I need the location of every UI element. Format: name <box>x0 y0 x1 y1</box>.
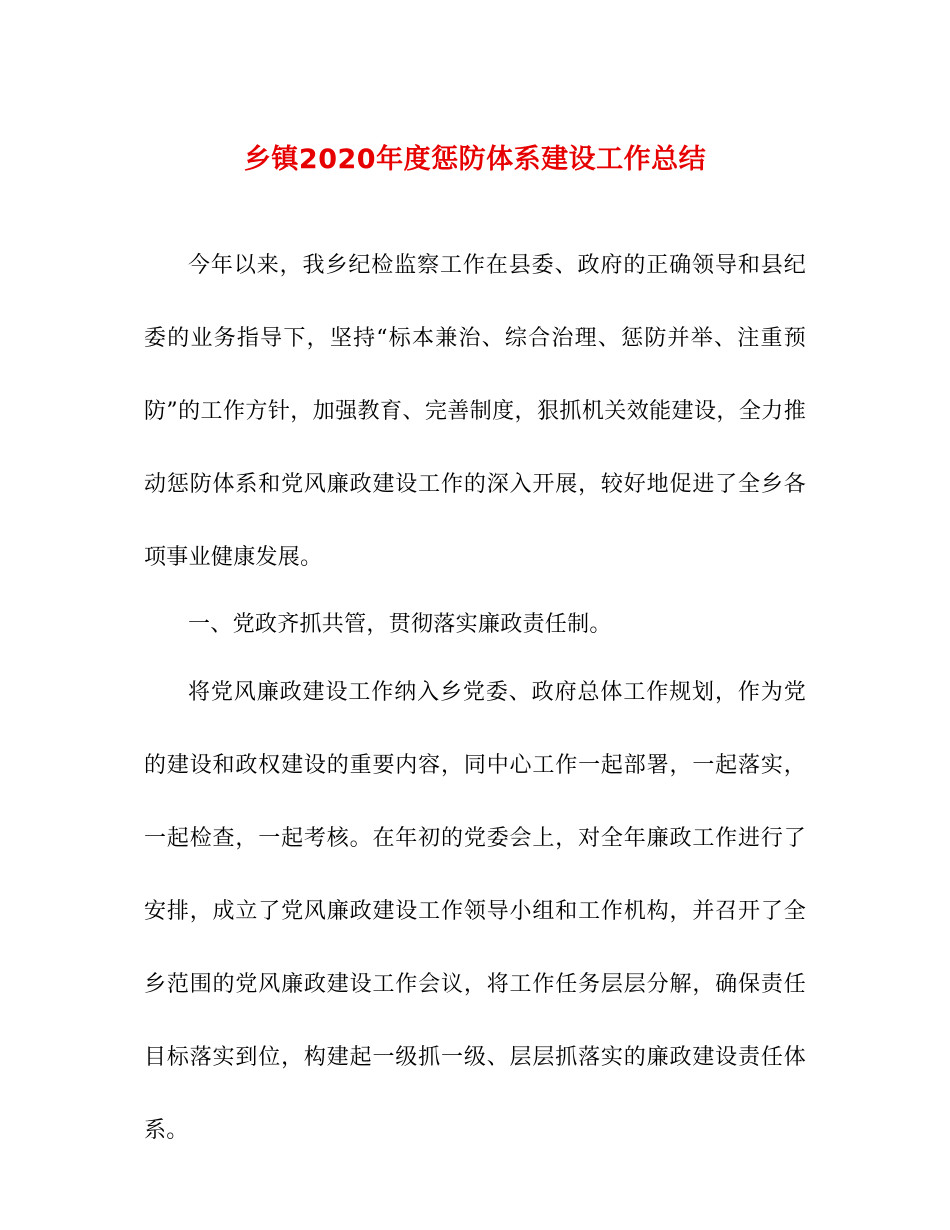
section-heading-1: 一、党政齐抓共管，贯彻落实廉政责任制。 <box>188 612 612 637</box>
paragraph-section-1: 将党风廉政建设工作纳入乡党委、政府总体工作规划，作为党的建设和政权建设的重要内容，同中心工作一起部署，一起落实，一起检查，一起考核。在年初的党委会上，对全年廉政工作进行了安排，成立了党风廉政建设工作领导小组和工作机构，并召开了全乡范围的党风廉政建设工作会议，将工作任务层层分解，确保责任目标落实到位，构建起一级抓一级、层层抓落实的廉政建设责任体系。 <box>144 680 806 1143</box>
document-body <box>144 229 806 1167</box>
paragraph-intro: 今年以来，我乡纪检监察工作在县委、政府的正确领导和县纪委的业务指导下，坚持“标本兼治、综合治理、惩防并举、注重预防”的工作方针，加强教育、完善制度，狠抓机关效能建设，全力推动惩防体系和党风廉政建设工作的深入开展，较好地促进了全乡各项事业健康发展。 <box>144 253 806 570</box>
document-title: 乡镇2020年度惩防体系建设工作总结 <box>243 144 707 175</box>
